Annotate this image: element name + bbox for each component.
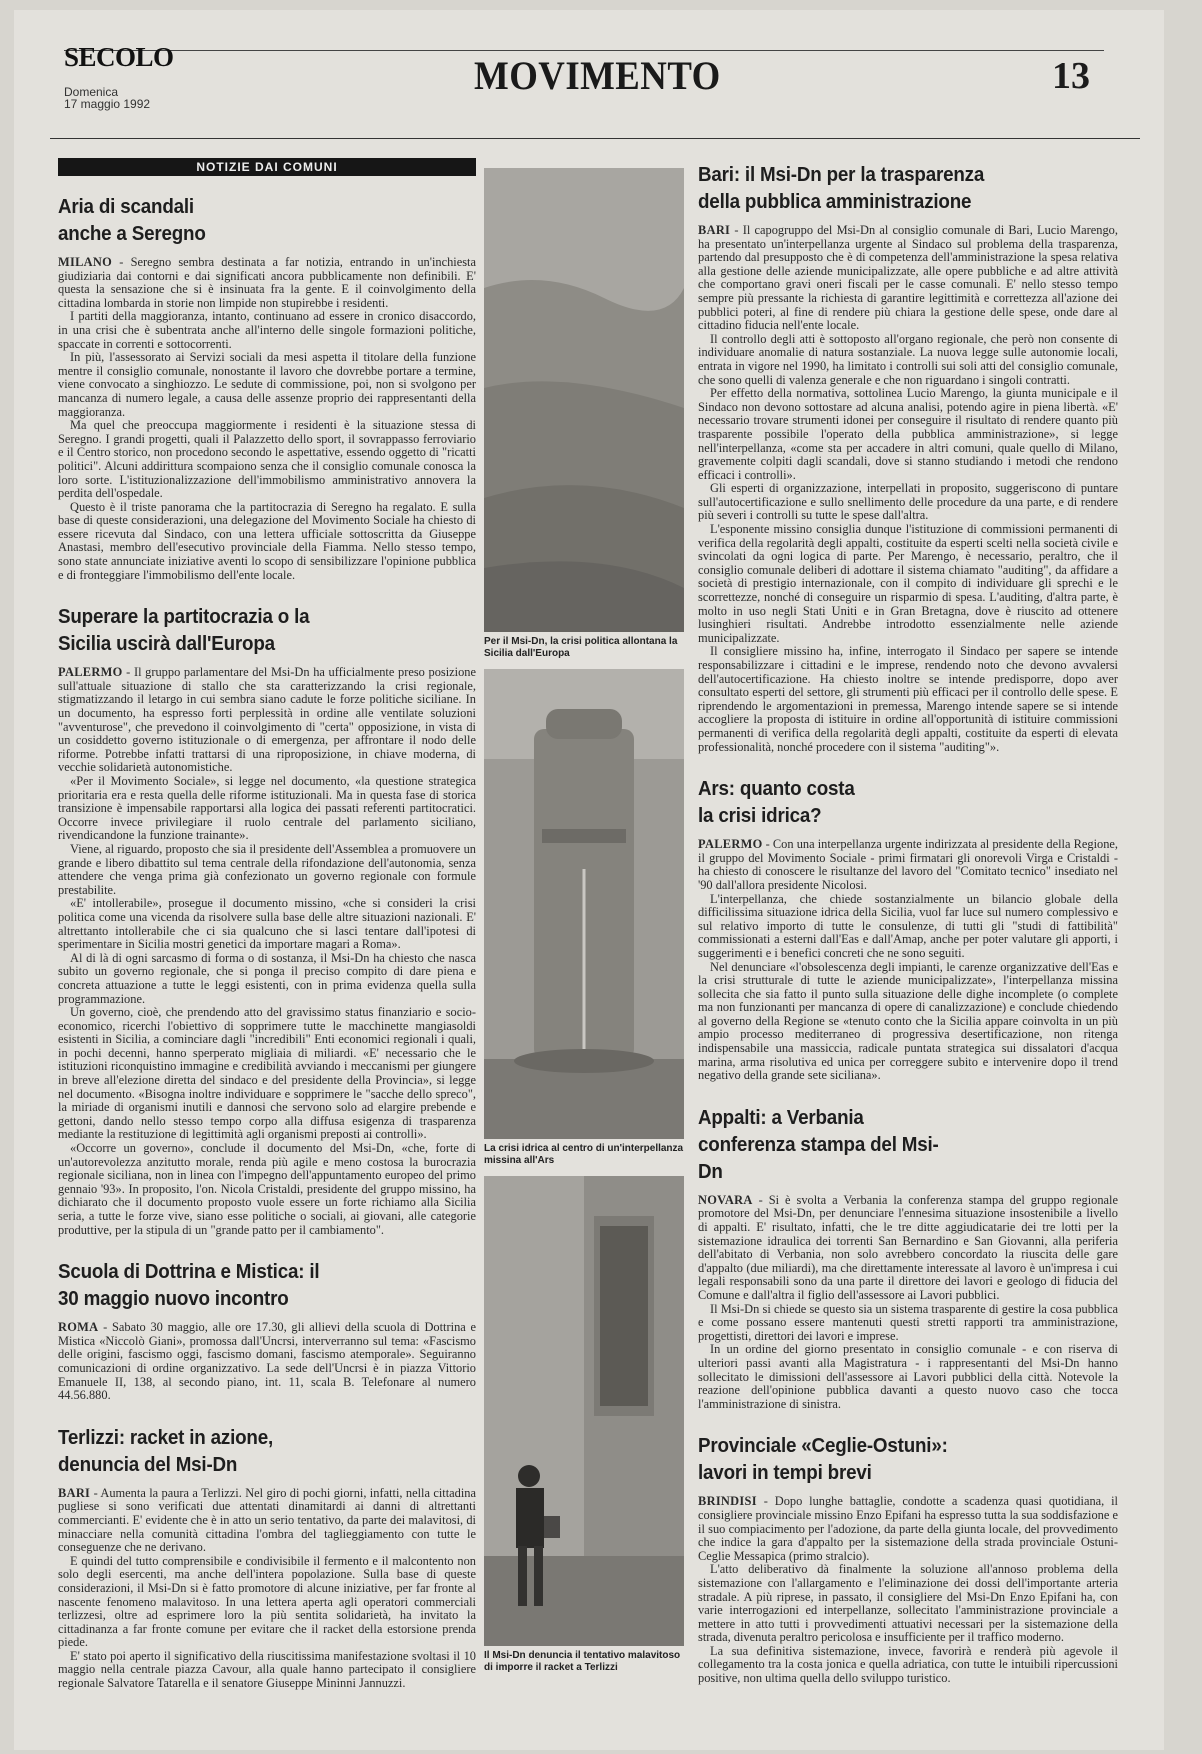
dateline: BARI (58, 1485, 91, 1500)
paragraph: - Il gruppo parlamentare del Msi-Dn ha ufficialmente preso posizione sull'attuale situazione di stallo che sta caratterizzando la crisi regionale, stigmatizzando il letargo in cui sembra siano cadute le forze politiche siciliane. In un documento, ha espresso forti perplessità in ordine alle ventilate soluzioni "avventurose", che prevedono il coinvolgimento di "certa" opposizione, in vista di un cosiddetto governo istituzionale o di emergenza, per affrontare il nodo delle riforme. Potrebbe infatti trattarsi di una riproposizione, in chiave moderna, di vecchie solidarietà autonomistiche. (58, 665, 476, 775)
headline: Superare la partitocrazia o la Sicilia uscirà dall'Europa (58, 606, 310, 656)
paragraph: La sua definitiva sistemazione, invece, favorirà e renderà più agevole il collegamento tra la costa jonica e quella adriatica, con tutte le intuibili ripercussioni positive, non ultima quella dello sviluppo turistico. (698, 1643, 1118, 1686)
issue-day: Domenica (64, 85, 119, 99)
headline: Appalti: a Verbania conferenza stampa del Msi-Dn (698, 1106, 939, 1183)
photo-caption: Il Msi-Dn denuncia il tentativo malavitoso di imporre il racket a Terlizzi (484, 1650, 681, 1673)
article-body (58, 1321, 476, 1403)
paragraph: - Il capogruppo del Msi-Dn al consiglio comunale di Bari, Lucio Marengo, ha presentato un'interpellanza urgente al Sindaco sul problema della trasparenza, partendo dal presupposto che è di competenza dell'amministrazione la spesa relativa alla gestione delle aziende municipalizzate, alle opere pubbliche e ad altre attività che comportano gravi oneri fiscali per le casse comunali. E' nello stesso tempo sempre più pressante la richiesta di garantire legittimità e correttezza all'azione dei pubblici poteri, al fine di rendere più chiara la gestione delle spese, onde dare al cittadino fiducia nell'ente locale. (698, 223, 1118, 333)
paragraph: Viene, al riguardo, proposto che sia il presidente dell'Assemblea a promuovere un grande e libero dibattito sul tema centrale della rifondazione dell'autonomia, senza attendere che venga prima già confezionato un governo regionale con formule prestabilite. (58, 841, 476, 897)
fountain-image (484, 669, 684, 1139)
paragraph: Un governo, cioè, che prendendo atto del gravissimo status finanziario e socio-economico, ricerchi l'obiettivo di sopprimere tutte le macchinette mangiasoldi esistenti in Sicilia, a cominciare dagli "incredibili" Enti economici regionali i quali, in pochi decenni, hanno sperperato migliaia di miliardi. «E' necessario che le istituzioni riconquistino immagine e credibilità avviando i meccanismi per giungere in breve all'elezione diretta del sindaco e del presidente della Provincia», si legge nel documento. «Bisogna inoltre individuare e sopprimere le "sacche dello spreco", la miriade di organismi inutili e dannosi che servono solo ad elargire prebende e gettoni, dando nello stesso tempo corpo alla diffusa esigenza di trasparenza mediante la restituzione di legittimità agli organismi preposti ai controlli». (58, 1005, 476, 1142)
page-number: 13 (1052, 55, 1090, 97)
article-body (58, 256, 476, 582)
article-bari-trasparenza (698, 162, 1118, 754)
issue-date-value: 17 maggio 1992 (64, 97, 151, 111)
paragraph: «E' intollerabile», prosegue il documento missino, «che si consideri la crisi politica come una vicenda da risolvere sulla base delle altre situazioni nazionali. E' altrettanto intollerabile che ci sia qualcuno che si lasci tentare dall'ipotesi di sperimentare in Sicilia mostri genetici da importare magari a Roma». (58, 896, 476, 952)
headline: Bari: il Msi-Dn per la trasparenza della pubblica amministrazione (698, 164, 985, 213)
headline: Provinciale «Ceglie-Ostuni»: lavori in tempi brevi (698, 1435, 948, 1485)
dateline: NOVARA (698, 1192, 753, 1207)
photo-terlizzi-street (484, 1176, 684, 1646)
article-body (698, 838, 1118, 1083)
dateline: BRINDISI (698, 1494, 757, 1509)
article-body (698, 224, 1118, 754)
paragraph: Gli esperti di organizzazione, interpellati in proposito, suggeriscono di puntare sull'autocertificazione e sullo snellimento delle procedure da una parte, e di rendere più severi i controlli su tutte le spese dall'altra. (698, 481, 1118, 523)
article-terlizzi (58, 1425, 476, 1691)
paragraph: «Per il Movimento Sociale», si legge nel documento, «la questione strategica prioritaria era e resta quella delle riforme istituzionali. Ma in questa fase di storica transizione è impensabile rapportarsi alla logica dei passati referenti partitocratici. Occorre invece privilegiare il ruolo centrale del parlamento siciliano, rivendicandone la funzione trainante». (58, 774, 476, 843)
paragraph: - Si è svolta a Verbania la conferenza stampa del gruppo regionale promotore del Msi-Dn, per denunciare l'ennesima situazione insostenibile a livello di appalti. E' risultato, infatti, che le tre ditte aggiudicatarie dei tre lotti per la sistemazione idraulica dei torrenti San Bernardino e San Giovanni, alla periferia dell'abitato di Verbania, non solo avrebbero concordato la riuscita delle gare d'appalto (due miliardi), ma che direttamente interessate al lavoro è un'impresa i cui legali responsabili sono da una parte il direttore dei lavori e geologo di fiducia del Comune e dall'altra il figlio dell'assessore ai Lavori pubblici. (698, 1192, 1118, 1302)
article-ceglie-ostuni (698, 1433, 1118, 1685)
right-column (698, 162, 1118, 1738)
paragraph: Al di là di ogni sarcasmo di forma o di sostanza, il Msi-Dn ha chiesto che nasca subito un governo regionale, che si ponga il preciso compito di dare piena e concreta attuazione a tutte le leggi esistenti, con in prima evidenza quella sulla programmazione. (58, 950, 476, 1006)
photo-fountain (484, 669, 684, 1139)
landscape-image (484, 168, 684, 632)
headline: Ars: quanto costa la crisi idrica? (698, 778, 855, 828)
paragraph: «Occorre un governo», conclude il documento del Msi-Dn, «che, forte di un'autorevolezza anzitutto morale, renda più agile e meno costosa la burocrazia regionale siciliana, non in linea con l'impegno dell'appuntamento europeo del primo gennaio '93». In proposito, l'on. Nicola Cristaldi, presidente del gruppo missino, ha dichiarato che il documento proposto vuole essere un forte richiamo alla Sicilia seria, a tutte le forze vive, siano esse politiche o sociali, ai giovani, alle categorie produttive, per la stipula di un "grande patto per il cambiamento". (58, 1141, 476, 1237)
dateline: BARI (698, 223, 731, 237)
photo-caption: La crisi idrica al centro di un'interpellanza missina all'Ars (484, 1143, 684, 1166)
article-body (698, 1194, 1118, 1412)
paragraph: Il controllo degli atti è sottoposto all'organo regionale, che però non consente di individuare anomalie di natura sostanziale. La nuova legge sulle autonomie locali, entrata in vigore nel 1990, ha limitato i controlli sui soli atti del consiglio comunale, che sono quelli di valenza generale e che non riguardano i singoli contratti. (698, 331, 1118, 387)
paragraph: - Aumenta la paura a Terlizzi. Nel giro di pochi giorni, infatti, nella cittadina pugliese si sono verificati due attentati dinamitardi ai danni di altrettanti commercianti. E' evidente che è in atto un serio tentativo, da parte dei malavitosi, di minacciare nella comunità cittadina l'ombra del taglieggiamento con tutte le conseguenze che ne derivano. (58, 1485, 476, 1555)
paragraph: - Seregno sembra destinata a far notizia, entrando in un'inchiesta giudiziaria dai contorni e dai significati ancora pubblicamente non definibili. E' questa la sensazione che si è insinuata fra la gente. E il coinvolgimento della cittadina lombarda in storie non limpide non stupirebbe i residenti. (58, 255, 476, 310)
dateline: ROMA (58, 1320, 99, 1335)
dateline: PALERMO (698, 837, 763, 852)
headline: Aria di scandali anche a Seregno (58, 196, 206, 245)
article-partitocrazia (58, 604, 476, 1237)
headline: Scuola di Dottrina e Mistica: il 30 maggio nuovo incontro (58, 1261, 320, 1311)
paragraph: Il consigliere missino ha, infine, interrogato il Sindaco per sapere se intende responsabilizzare i cittadini e le imprese, rendendo noto che devono avvalersi dell'autocertificazione. Ha chiesto inoltre se intende predisporre, dopo aver consultato esperti del settore, gli strumenti più efficaci per il controllo delle spese. E riprendendo le argomentazioni in premessa, Marengo intende sapere se si intende accogliere la proposta di istituire in ordine all'opportunità di istituire commissioni permanenti di verifica della regolarità degli appalti, costituite da esperti di elevata professionalità, nonché procedere con il sistema "auditing"». (698, 644, 1118, 754)
paragraph: L'interpellanza, che chiede sostanzialmente un bilancio globale della difficilissima situazione idrica della Sicilia, vuol far luce sul numero complessivo e sul relativo importo di tutte le consulenze, di tutti gli "studi di fattibilità" commissionati a esterni dall'Eas e dall'Amap, anche per poter valutare gli apporti, i suggerimenti e i benefici concreti che ne sono seguiti. (698, 891, 1118, 960)
article-scuola-dottrina (58, 1259, 476, 1403)
paragraph: L'atto deliberativo dà finalmente la soluzione all'annoso problema della sistemazione con l'allargamento e l'eliminazione dei dossi dell'importante arteria stradale. A più riprese, in passato, il consigliere del Msi-Dn Enzo Epifani ha, con varie interrogazioni ed interpellanze, sollecitato l'amministrazione provinciale a mettere in atto tutti i provvedimenti attuativi necessari per la sistemazione della strada, divenuta peraltro pericolosa e insufficiente per il traffico moderno. (698, 1562, 1118, 1645)
paragraph: In più, l'assessorato ai Servizi sociali da mesi aspetta il titolare della funzione mentre il consiglio comunale, nonostante il lavoro che dovrebbe portare a termine, viene convocato a singhiozzo. Le sedute di commissione, poi, non si svolgono per mancanza di numero legale, a causa delle assenze proprio dei rappresentanti della maggioranza. (58, 350, 476, 419)
article-seregno (58, 194, 476, 582)
section-title: MOVIMENTO (474, 53, 721, 98)
newspaper-logo: SECOLO (64, 42, 174, 72)
article-body (58, 1487, 476, 1691)
photo-caption: Per il Msi-Dn, la crisi politica allontana la Sicilia dall'Europa (484, 636, 678, 659)
paragraph: Questo è il triste panorama che la partitocrazia di Seregno ha regalato. E sulla base di queste considerazioni, una delegazione del Movimento Sociale ha chiesto di essere ricevuta dal Sindaco, con una lettera ufficiale sottoscritta da Giuseppe Anastasi, membro dell'esecutivo provinciale della Fiamma. Nello stesso tempo, sono state annunciate iniziative aventi lo scopo di sensibilizzare l'opinione pubblica e di fronteggiare l'immobilismo dell'ente locale. (58, 499, 476, 582)
paragraph: - Sabato 30 maggio, alle ore 17.30, gli allievi della scuola di Dottrina e Mistica «Niccolò Giani», promossa dall'Uncrsi, interverranno sul tema: «Fascismo delle origini, fascismo oggi, fascismo domani, fascismo atemporale». Seguiranno comunicazioni di ordine organizzativo. La sede dell'Uncrsi è in piazza Vittorio Emanuele II, 138, al secondo piano, int. 11, scala B. Telefonare al numero 44.56.880. (58, 1320, 476, 1403)
street-image (484, 1176, 684, 1646)
article-ars-crisi-idrica (698, 776, 1118, 1083)
paragraph: - Con una interpellanza urgente indirizzata al presidente della Regione, il gruppo del Movimento Sociale - primi firmatari gli onorevoli Virga e Cristaldi - ha chiesto di conoscere le risultanze del lavoro del "Comitato tecnico" insediato nel '90 dall'allora presidente Nicolosi. (698, 837, 1118, 892)
article-body (58, 666, 476, 1237)
dateline: MILANO (58, 255, 113, 269)
middle-column (484, 168, 684, 1738)
masthead-rule (64, 50, 1104, 51)
paragraph: In un ordine del giorno presentato in consiglio comunale - e con riserva di ulteriori passi avanti alla Magistratura - i rappresentanti del Msi-Dn hanno sollecitato le dimissioni dell'assessore ai Lavori pubblici della città. Notevole la reazione dell'opinione pubblica davanti a questo nuovo caso che tocca l'amministrazione di sinistra. (698, 1342, 1118, 1411)
masthead (64, 36, 1104, 111)
issue-date (64, 86, 150, 110)
paragraph: E' stato poi aperto il significativo della riuscitissima manifestazione svoltasi il 10 maggio nella centrale piazza Cavour, alla quale hanno partecipato il consigliere regionale Salvatore Tatarella e il senatore Giuseppe Mininni Jannuzzi. (58, 1648, 476, 1691)
paragraph: E quindi del tutto comprensibile e condivisibile il fermento e il malcontento non solo degli esercenti, ma anche dell'intera popolazione. Sulla base di queste considerazioni, il Msi-Dn si è fatto promotore di alcune iniziative, per far fronte al nascente fenomeno malavitoso. In una lettera aperta agli operatori commerciali terlizzesi, oltre ad esprimere loro la più sentita solidarietà, ha invitato la cittadinanza a far fronte comune per evitare che il racket della estorsione prenda piede. (58, 1553, 476, 1650)
dateline: PALERMO (58, 665, 123, 680)
left-column (58, 158, 476, 1738)
headline: Terlizzi: racket in azione, denuncia del Msi-Dn (58, 1426, 274, 1476)
paragraph: Nel denunciare «l'obsolescenza degli impianti, le carenze organizzative dell'Eas e la crisi strutturale di tutte le aziende municipalizzate», l'interpellanza missina sollecita che sia fatto il punto sulla situazione delle dighe incomplete (o complete ma non funzionanti per mancanza di opere di canalizzazione) e conclude chiedendo al governo della Regione se «tenuto conto che la Sicilia appare coinvolta in un più ampio processo mediterraneo di progressiva desertificazione, non ritenga indispensabile una massiccia, radicale puntata strategica sui dissalatori d'acqua marina, arma risolutiva ed unica per correggere subito e intervenire dopo il trend negativo della grande sete siciliana». (698, 959, 1118, 1083)
paragraph: Il Msi-Dn si chiede se questo sia un sistema trasparente di gestire la cosa pubblica e come possano essere mantenuti questi stretti rapporti tra amministrazione, progettisti, direttori dei lavori e imprese. (698, 1301, 1118, 1343)
section-banner: NOTIZIE DAI COMUNI (58, 158, 476, 176)
paragraph: Ma quel che preoccupa maggiormente i residenti è la situazione stessa di Seregno. I grandi progetti, quali il Palazzetto dello sport, il sovrappasso ferroviario e il Centro storico, non procedono secondo le aspettative, essendo oggetto di "ricatti politici". Alcuni addirittura scompaiono senza che il consiglio comunale conosca la loro sorte. L'istituzionalizzazione dell'immobilismo amministrativo annovera la perdita dell'ospedale. (58, 418, 476, 501)
paragraph: L'esponente missino consiglia dunque l'istituzione di commissioni permanenti di verifica della regolarità degli appalti, costituite da esperti scelti nella società civile e svincolati da ogni logica di parte. Per Marengo, è necessario, peraltro, che il consiglio comunale deliberi di adottare il sistema chiamato "auditing", da affidare a società di prestigio internazionale, con il compito di individuare gli sprechi e le scorrettezze, nonché di conseguire un risparmio di spesa. L'auditing, d'altra parte, è molto in uso negli Stati Uniti e in Gran Bretagna, dove è riuscito ad ottenere lusinghieri risultati. Andrebbe introdotto essenzialmente nelle aziende municipalizzate. (698, 522, 1118, 645)
article-body (698, 1495, 1118, 1685)
article-verbania-appalti (698, 1105, 1118, 1412)
paragraph: Per effetto della normativa, sottolinea Lucio Marengo, la giunta municipale e il Sindaco non devono sottostare ad alcuna analisi, potendo agire in piena libertà. «E' necessario trovare strumenti idonei per conseguire il risultato di rendere quanto più trasparente possibile l'operato della pubblica amministrazione», si legge nell'interpellanza, «come sta per accadere in altri comuni, quale quello di Milano, gravemente colpiti dagli scandali, dove si stanno studiando i metodi che rendono efficaci i controlli». (698, 386, 1118, 482)
photo-sicilia-landscape (484, 168, 684, 632)
paragraph: - Dopo lunghe battaglie, condotte a scadenza quasi quotidiana, il consigliere provinciale missino Enzo Epifani ha espresso tutta la sua soddisfazione e il suo compiacimento per l'adozione, da parte della giunta locale, del provvedimento che indice la gara d'appalto per la sistemazione della strada provinciale Ostuni-Ceglie Messapica (primo stralcio). (698, 1494, 1118, 1563)
paragraph: I partiti della maggioranza, intanto, continuano ad essere in cronico disaccordo, in una crisi che è subentrata anche all'interno delle singole formazioni politiche, spaccate in correnti e sottocorrenti. (58, 309, 476, 351)
